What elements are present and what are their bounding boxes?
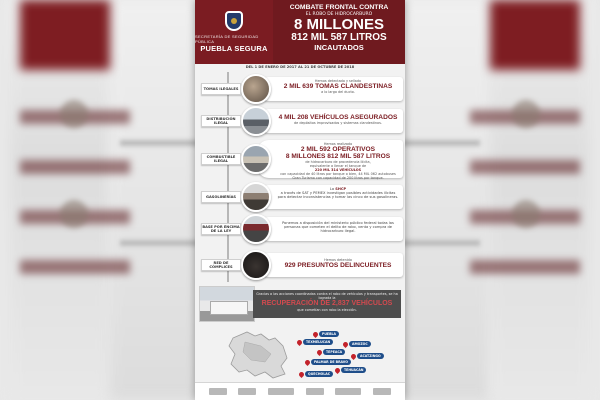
infographic-header [195,0,405,64]
stat-value: 929 PRESUNTOS DELINCUENTES [284,262,392,269]
stat-tag: DISTRIBUCIÓN ILEGAL [201,115,241,127]
location-chip: PUEBLA [319,331,339,337]
date-range: DEL 1 DE ENERO DE 2017 AL 21 DE OCTUBRE DE 2018 [245,65,355,69]
stat-photo [241,144,271,174]
stat-card [257,77,403,101]
background-band [470,160,580,174]
stat-row [195,74,405,104]
background-line [120,240,200,246]
partner-logo [335,388,361,395]
location-pin-icon [350,353,357,360]
stat-detail: de depósitos improvisados y sistemas clandestinos. [294,121,382,125]
stat-value: 4 MIL 208 VEHÍCULOS ASEGURADOS [278,114,398,121]
stat-tag: RED DE CÓMPLICES [201,259,241,271]
location-chip: QUECHOLAC [305,371,333,377]
partner-logo [268,388,294,395]
background-photo [60,200,88,228]
background-photo [512,100,540,128]
recovery-value: RECUPERACIÓN DE 2,837 VEHÍCULOS [261,300,393,307]
partner-logos [195,382,405,400]
brand-name: PUEBLA SEGURA [200,44,268,53]
brand-block [195,0,273,64]
background-line [120,140,200,146]
location-list [295,328,395,380]
stat-detail: de hidrocarburo de procedencia ilícita, [305,160,371,164]
location-chip: PALMAR DE BRAVO [311,359,351,365]
stat-detail: a lo largo del ducto. [321,90,355,94]
stat-row [195,250,405,280]
title-block [273,0,405,64]
location-pin-icon [312,331,319,338]
stat-row [195,138,405,180]
stat-value: 2 MIL 592 OPERATIVOS [300,146,376,153]
stat-card [257,185,403,209]
stat-photo [241,74,271,104]
brand-tagline: SECRETARÍA DE SEGURIDAD PÚBLICA [195,34,259,44]
stat-intro: Hemos detenido [324,258,352,262]
background-header [20,0,110,70]
location-chip: TEPEACA [323,349,345,355]
location-pin-icon [316,349,323,356]
location-chip: AMOZOC [349,341,371,347]
headline-primary: 8 MILLONES [293,16,384,33]
stat-tag: COMBUSTIBLE ILEGAL [201,153,241,165]
background-band [20,160,130,174]
location-chip: TEXMELUCAN [303,339,333,345]
partner-logo [306,388,324,395]
stat-value-secondary: 8 MILLONES 812 MIL 587 LITROS [285,153,391,160]
location-pin-icon [296,339,303,346]
background-line [400,140,480,146]
stat-photo [241,250,271,280]
background-band [20,260,130,274]
stat-photo [241,106,271,136]
partner-logo [209,388,227,395]
stat-card [257,253,403,277]
stat-card [257,217,403,241]
headline-tertiary: INCAUTADOS [314,43,364,52]
stat-row [195,214,405,244]
stat-value: 2 MIL 639 TOMAS CLANDESTINAS [283,83,393,90]
stat-tag: BASE POR ENCIMA DE LA LEY [202,225,240,233]
stat-intro: Hemos detectado y sellado [314,79,362,83]
recovery-detail: que cometían con robo la elección. [297,308,357,312]
stat-photo [241,182,271,212]
location-chip: TEHUACÁN [341,367,366,373]
recovery-intro: Gracias a las acciones coordinadas contra el robo de vehículos y transportes, se ha lograda la [256,292,398,300]
stat-row [195,106,405,136]
background-line [400,240,480,246]
truck-photo [199,286,255,322]
location-pin-icon [334,367,341,374]
location-pin-icon [342,341,349,348]
infographic [195,0,405,400]
stat-row [195,182,405,212]
stat-card [257,140,403,178]
stat-card [257,109,403,133]
background-photo [512,200,540,228]
stat-detail: equivalente a llenar el tanque de [309,164,367,168]
stat-entity: SHCP [335,187,347,191]
recovery-card [253,290,401,318]
background-panel [400,0,490,400]
stat-intro-text: La [329,187,335,191]
stat-detail: Ponemos a disposición del ministerio público federal todas las personas que cometen el delito de robo, venta y compra de hidrocarburo ilegal. [282,221,394,234]
background-panel [110,0,200,400]
stat-tag: GASOLINERÍAS [201,191,241,203]
subtitle: EL ROBO DE HIDROCARBURO [305,12,373,17]
shield-icon [225,11,243,31]
title: COMBATE FRONTAL CONTRA [289,4,389,11]
recovery-block [199,286,401,322]
stat-tag: TOMAS ILEGALES [201,83,241,95]
location-chip: ACATZINGO [357,353,384,359]
stat-detail: con capacidad de 40 litros por tanque o bien, 44 MIL 062 autobuses [280,172,396,176]
stat-detail: Gran Turismo con capacidad de 200 litros por tanque. [292,176,384,180]
stat-detail: a través de SAT y PEMEX investigan posibles actividades ilícitas para detectar inconsistencias y tomar las cinco de sus gasolineras. [277,191,399,200]
stat-intro: Hemos realizado [323,142,353,146]
background-band [470,260,580,274]
location-pin-icon [298,371,305,378]
background-header [490,0,580,70]
partner-logo [238,388,256,395]
puebla-map-shape [225,328,295,380]
headline-secondary: 812 MIL 587 LITROS [291,32,387,43]
background-photo [60,100,88,128]
stat-photo [241,214,271,244]
state-map [195,324,405,382]
partner-logo [373,388,391,395]
location-pin-icon [304,359,311,366]
stat-detail-highlight: 220 MIL 314 VEHÍCULOS [314,168,362,172]
